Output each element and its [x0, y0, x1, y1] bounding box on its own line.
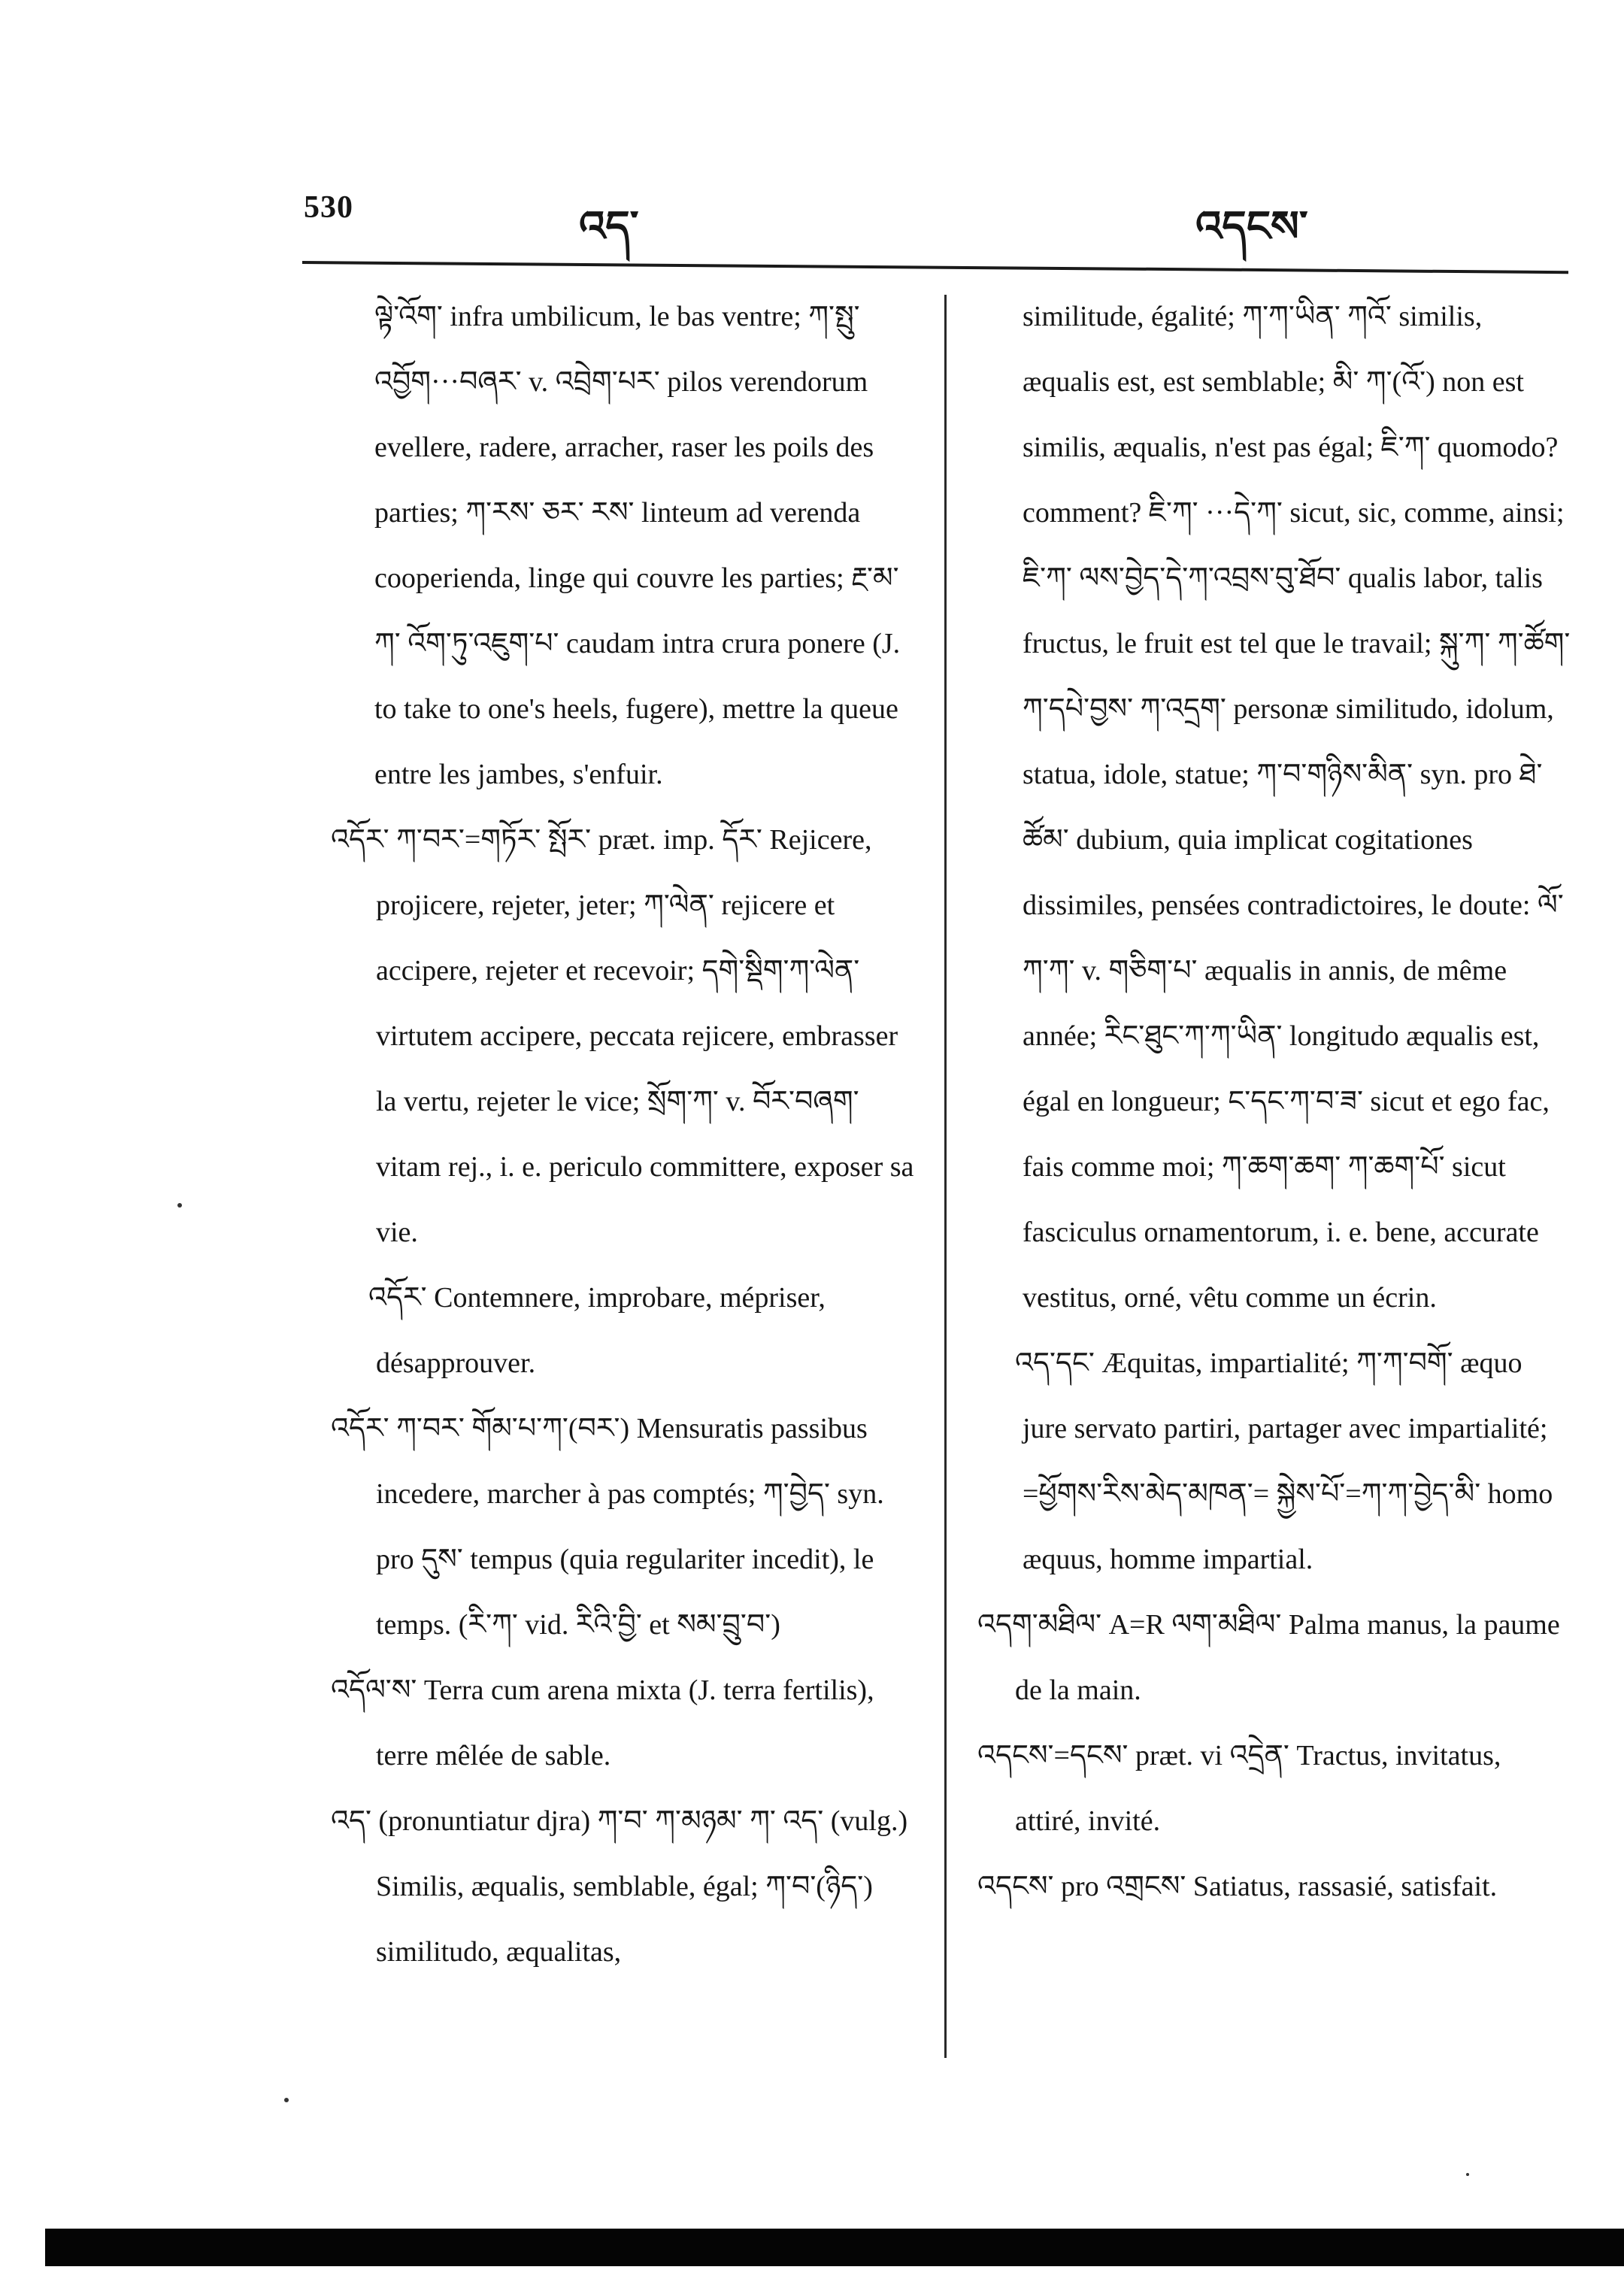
- dictionary-entry: འད་དང་ Æquitas, impartialité; ཀ་ཀ་བགོ་ æquo jure servato partiri, partager avec impartialité; =ཕྱོགས་རིས་མེད་མཁན་= སྐྱེས་པོ་=ཀ་ཀ་བྱེད་མི་ homo æquus, homme impartial.: [1015, 1347, 1553, 1575]
- left-running-head: འད་: [579, 204, 639, 250]
- print-speck: [284, 2098, 289, 2102]
- header-rule: [302, 261, 1568, 274]
- dictionary-entry: འད་ (pronuntiatur djra) ཀ་བ་ ཀ་མཉམ་ ཀ་ འད་ (vulg.) Similis, æqualis, semblable, égal; ཀ་བ་(ཉིད་) similitudo, æqualitas,: [331, 1805, 908, 1968]
- column-divider: [944, 295, 947, 2058]
- scan-edge-bar: [45, 2229, 1624, 2266]
- dictionary-entry: འདངས་=དངས་ præt. vi འདྲེན་ Tractus, invitatus, attiré, invité.: [977, 1740, 1501, 1837]
- print-speck: [1466, 2173, 1469, 2176]
- entry-continuation: ལྟེ་འོག་ infra umbilicum, le bas ventre; ཀ་སྤུ་འབྱོག···བཞར་ v. འབྲེག་པར་ pilos verendorum evellere, radere, arracher, raser les poils des parties; ཀ་རས་ ཅར་ རས་ linteum ad verenda cooperienda, linge qui couvre les parties; རྔ་མ་ཀ་ འོག་ཏུ་འཇུག་པ་ caudam intra crura ponere (J. to take to one's heels, fugere), mettre la queue entre les jambes, s'enfuir.: [374, 301, 901, 790]
- page-number: 530: [304, 190, 353, 225]
- dictionary-entry: འདངས་ pro འགྲངས་ Satiatus, rassasié, satisfait.: [977, 1871, 1498, 1902]
- dictionary-entry: འདོར་ Contemnere, improbare, mépriser, désapprouver.: [368, 1282, 826, 1379]
- right-column: [977, 284, 1571, 1920]
- left-column: [331, 284, 925, 1985]
- entry-continuation: similitude, égalité; ཀ་ཀ་ཡིན་ ཀའོ་ similis, æqualis est, est semblable; མི་ ཀ་(འོ་) non est similis, æqualis, n'est pas égal; ཇི་ཀ་ quomodo? comment? ཇི་ཀ་ ···དེ་ཀ་ sicut, sic, comme, ainsi; ཇི་ཀ་ ལས་བྱེད་དེ་ཀ་འབྲས་བུ་ཐོབ་ qualis labor, talis fructus, le fruit est tel que le travail; སྐུ་ཀ་ ཀ་ཚོག་ ཀ་དཔེ་བྱས་ ཀ་འདྲག་ personæ similitudo, idolum, statua, idole, statue; ཀ་བ་གཉིས་མིན་ syn. pro ཐེ་ཚོམ་ dubium, quia implicat cogitationes dissimiles, pensées contradictoires, le doute: ལོ་ཀ་ཀ་ v. གཅིག་པ་ æqualis in annis, de même année; རིང་ཐུང་ཀ་ཀ་ཡིན་ longitudo æqualis est, égal en longueur; ང་དང་ཀ་བ་ཟ་ sicut et ego fac, fais comme moi; ཀ་ཆག་ཆག་ ཀ་ཆག་པོ་ sicut fasciculus ornamentorum, i. e. bene, accurate vestitus, orné, vêtu comme un écrin.: [1023, 301, 1571, 1314]
- dictionary-entry: འདོར་ ཀ་བར་=གཏོར་ སྤོར་ præt. imp. དོར་ Rejicere, projicere, rejeter, jeter; ཀ་ལེན་ rejicere et accipere, rejeter et recevoir; དགེ་སྡིག་ཀ་ལེན་ virtutem accipere, peccata rejicere, embrasser la vertu, rejeter le vice; སྲོག་ཀ་ v. བོར་བཞག་ vitam rej., i. e. periculo committere, exposer sa vie.: [331, 824, 914, 1248]
- print-speck: [177, 1203, 182, 1208]
- dictionary-entry: འདག་མཐིལ་ A=R ལག་མཐིལ་ Palma manus, la paume de la main.: [977, 1609, 1560, 1706]
- dictionary-entry: འདོར་ ཀ་བར་ གོམ་པ་ཀ་(བར་) Mensuratis passibus incedere, marcher à pas comptés; ཀ་བྱེད་ syn. pro དུས་ tempus (quia regulariter incedit), le temps. (རི་ཀ་ vid. རིའི་བྱི་ et སམ་བྲུ་བ་): [331, 1413, 884, 1641]
- dictionary-entry: འདོལ་ས་ Terra cum arena mixta (J. terra fertilis), terre mêlée de sable.: [331, 1674, 874, 1771]
- right-running-head: འདངས་: [1195, 204, 1308, 250]
